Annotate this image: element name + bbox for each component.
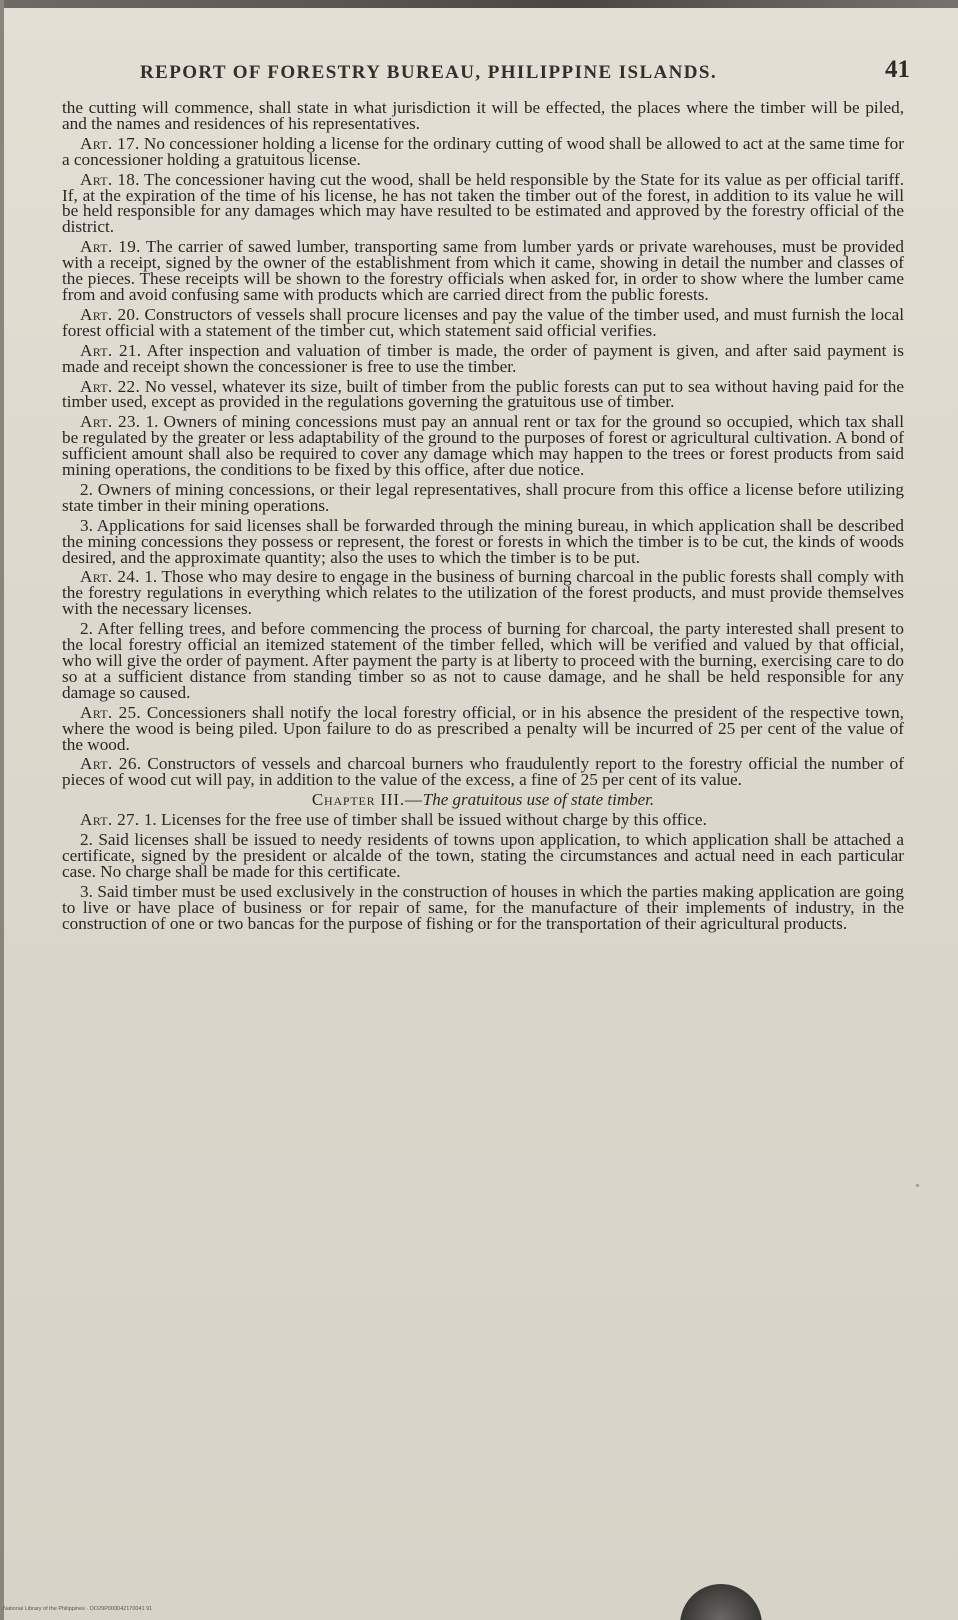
article-label: Art. 26. [80, 754, 142, 774]
chapter-lead: Chapter III.— [311, 790, 423, 810]
article-26 [62, 756, 904, 788]
article-27-1 [62, 812, 904, 828]
article-20 [62, 304, 904, 340]
scan-left-border [0, 0, 4, 1620]
chapter-heading [62, 792, 904, 808]
article-23-1 [62, 414, 904, 478]
article-text: Constructors of vessels and charcoal burners who fraudulently report to the forestry official the number of pieces of wood cut will pay, in addition to the value of the excess, a fine of 25 per cent of its value. [62, 754, 904, 790]
library-stamp-icon [680, 1584, 762, 1620]
article-24-1 [62, 569, 904, 617]
article-label: Art. 18. [80, 169, 140, 189]
article-text: Constructors of vessels shall procure licenses and pay the value of the timber used, and must furnish the local forest official with a statement of the timber cut, which statement said official verifies. [62, 304, 904, 340]
article-text: 1. Owners of mining concessions must pay an annual rent or tax for the ground so occupied, which tax shall be regulated by the greater or less adaptability of the ground to the purposes of forest or agricultural cultivation. A bond of sufficient amount shall also be required to cover any damage which may happen to the trees or forest products from said mining operations, the conditions to be fixed by this office, after due notice. [62, 412, 904, 480]
article-27-3: 3. Said timber must be used exclusively in the construction of houses in which the parties making application are going to live or have place of business or for repair of same, for the manufacture of their implements of industry, in the construction of one or two bancas for the purpose of fishing or for the transportation of their agricultural products. [62, 881, 904, 933]
article-text: The concessioner having cut the wood, shall be held responsible by the State for its value as per official tariff. If, at the expiration of the time of his license, he has not taken the timber out of the forest, in addition to its value he will be held responsible for any damages which may have resulted to be estimated and approved by the forestry official of the district. [62, 169, 904, 237]
article-23-3: 3. Applications for said licenses shall be forwarded through the mining bureau, in which application shall be described the mining concessions they possess or represent, the forest or forests in which the timber is to be cut, the kinds of woods desired, and the approximate quantity; also the uses to which the timber is to be put. [62, 515, 904, 567]
article-17 [62, 133, 904, 169]
chapter-title: The gratuitous use of state timber. [422, 790, 655, 810]
page-number: 41 [885, 56, 910, 83]
article-19 [62, 239, 904, 303]
article-23-2: 2. Owners of mining concessions, or their legal representatives, shall procure from this office a license before utilizing state timber in their mining operations. [62, 479, 904, 515]
article-18 [62, 169, 904, 237]
body-text [62, 100, 904, 936]
article-label: Art. 21. [80, 340, 142, 360]
article-label: Art. 19. [80, 237, 141, 257]
article-27-2: 2. Said licenses shall be issued to needy residents of towns upon application, to which application shall be attached a certificate, signed by the president or alcalde of the town, stating the circumstances and actual need in each particular case. No charge shall be made for this certificate. [62, 830, 904, 881]
paragraph-continuation: the cutting will commence, shall state in what jurisdiction it will be effected, the places where the timber will be piled, and the names and residences of his representatives. [62, 98, 904, 133]
article-label: Art. 20. [80, 304, 140, 324]
article-25 [62, 702, 904, 754]
article-22 [62, 376, 904, 412]
scan-top-border [0, 0, 958, 8]
article-label: Art. 25. [80, 702, 142, 722]
scan-speck [916, 1184, 919, 1187]
article-text: The carrier of sawed lumber, transporting same from lumber yards or private warehouses, must be provided with a receipt, signed by the owner of the establishment from which it came, showing in detail the number and classes of the pieces. These receipts will be shown to the forestry officials when asked for, in order to show where the lumber came from and avoid confusing same with products which are carried direct from the public forests. [62, 237, 904, 304]
article-text: 1. Licenses for the free use of timber shall be issued without charge by this office. [139, 810, 707, 830]
article-text: 1. Those who may desire to engage in the business of burning charcoal in the public forests shall comply with the forestry regulations in everything which relates to the utilization of the forest products, and must provide themselves with the necessary licenses. [62, 567, 904, 619]
article-21 [62, 340, 904, 376]
article-label: Art. 24. [80, 567, 140, 587]
article-text: Concessioners shall notify the local forestry official, or in his absence the president of the respective town, where the wood is being piled. Upon failure to do as prescribed a penalty will be incurred of 25 per cent of the value of the wood. [62, 702, 904, 754]
running-head [120, 58, 910, 88]
article-text: No concessioner holding a license for the ordinary cutting of wood shall be allowed to act at the same time for a concessioner holding a gratuitous license. [62, 133, 904, 169]
article-label: Art. 17. [80, 133, 140, 153]
scan-credit: National Library of the Philippines · DO29P000042170041 91 [3, 1606, 153, 1612]
article-label: Art. 22. [80, 376, 141, 396]
article-label: Art. 23. [80, 412, 141, 432]
article-label: Art. 27. [80, 810, 140, 830]
running-title: REPORT OF FORESTRY BUREAU, PHILIPPINE ISLANDS. [140, 62, 718, 83]
article-text: After inspection and valuation of timber is made, the order of payment is given, and after said payment is made and receipt shown the concessioner is free to use the timber. [62, 340, 904, 376]
article-text: No vessel, whatever its size, built of timber from the public forests can put to sea without having paid for the timber used, except as provided in the regulations governing the gratuitous use of timber. [62, 376, 904, 412]
article-24-2: 2. After felling trees, and before commencing the process of burning for charcoal, the party interested shall present to the local forestry official an itemized statement of the timber felled, which will be verified and valued by that official, who will give the order of payment. After payment the party is at liberty to proceed with the burning, exercising care to do so at a sufficient distance from standing timber so as not to cause damage, and he shall be held responsible for any damage so caused. [62, 619, 904, 702]
